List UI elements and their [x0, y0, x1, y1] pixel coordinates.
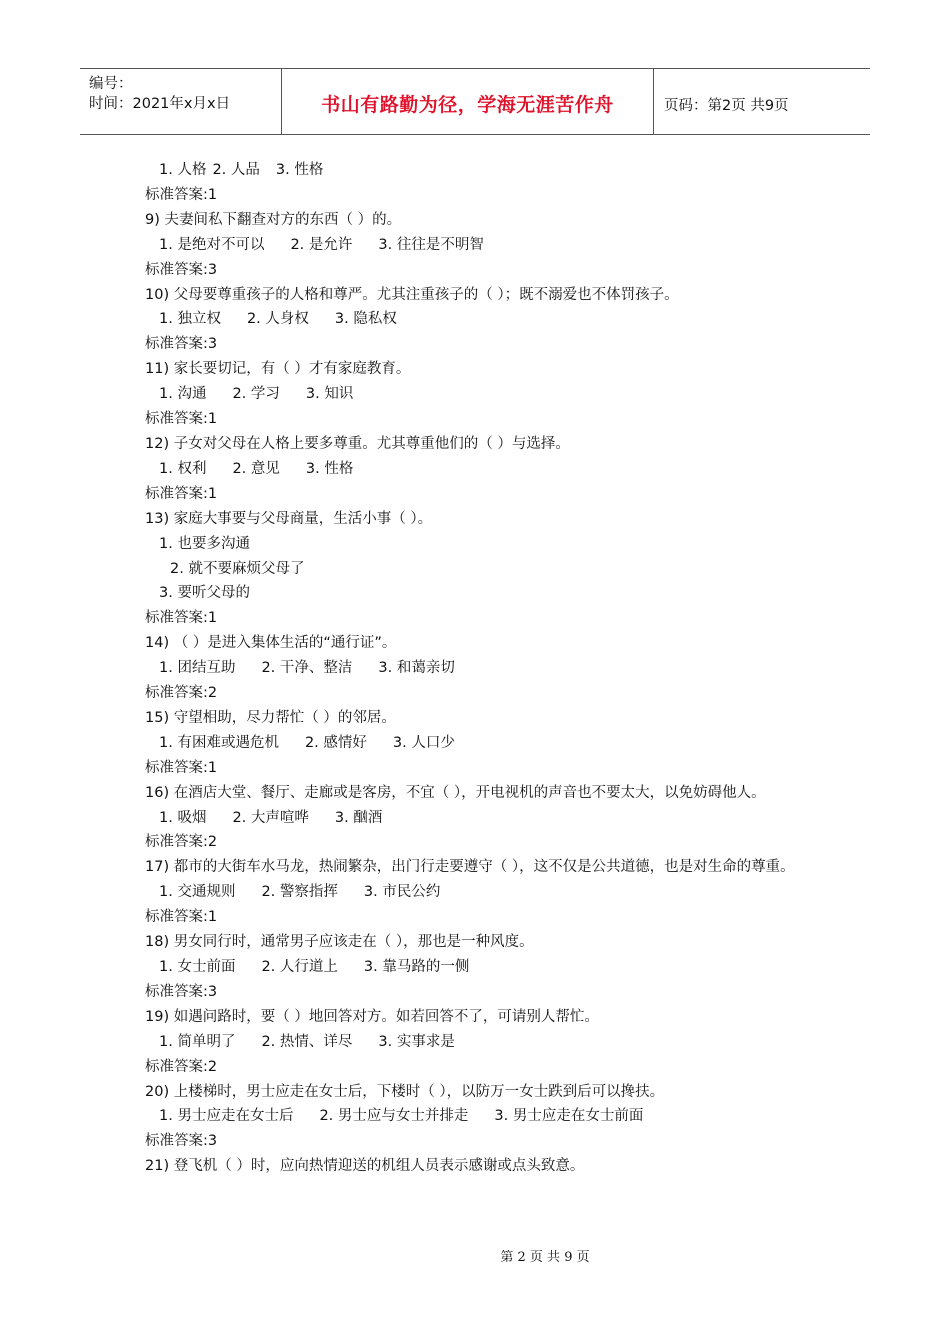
- option: 1. 人格: [159, 162, 207, 178]
- q8-options: [145, 158, 815, 183]
- option: 1. 男士应走在女士后: [159, 1108, 294, 1125]
- q9-answer: 标准答案:3: [145, 261, 218, 278]
- option: 2. 学习: [232, 386, 280, 403]
- q16-text: 16) 在酒店大堂、餐厅、走廊或是客房，不宜（ ），开电视机的声音也不要太大，以免妨碍他人。: [145, 784, 766, 801]
- q15-text: 15) 守望相助，尽力帮忙（ ）的邻居。: [145, 709, 396, 726]
- option: 1. 女士前面: [159, 959, 236, 975]
- option: 3. 和蔼亲切: [378, 660, 455, 677]
- option: 1. 独立权: [159, 311, 221, 328]
- q10-answer: 标准答案:3: [145, 336, 218, 353]
- option: 2. 人品: [212, 162, 260, 178]
- q14-answer: 标准答案:2: [145, 685, 218, 702]
- option: 3. 市民公约: [363, 884, 441, 901]
- header-motto-cell: [282, 69, 654, 134]
- number-label: 编号：: [89, 76, 133, 92]
- q17-text: 17) 都市的大街车水马龙，热闹繁杂，出门行走要遵守（ ），这不仅是公共道德，也是对生命的尊重。: [145, 859, 795, 876]
- q16-options: [145, 806, 815, 831]
- q19-options: [145, 1030, 815, 1055]
- option: 3. 人口少: [392, 734, 455, 751]
- q10-options: [145, 307, 815, 332]
- option: 2. 警察指挥: [261, 884, 338, 901]
- q8-answer: 标准答案:1: [145, 186, 218, 203]
- option: 1. 吸烟: [159, 809, 207, 826]
- motto-text: 书山有路勤为径，学海无涯苦作舟: [321, 94, 614, 116]
- option: 2. 是允许: [290, 236, 353, 253]
- header-page-cell: [654, 69, 870, 134]
- q17-answer: 标准答案:1: [145, 909, 218, 926]
- q12-options: [145, 457, 815, 482]
- option: 2. 人行道上: [261, 959, 338, 975]
- q13-option-2: 2. 就不要麻烦父母了: [170, 560, 305, 577]
- time-label: 时间：2021年x月x日: [89, 96, 231, 112]
- q10-text: 10) 父母要尊重孩子的人格和尊严。尤其注重孩子的（ ）；既不溺爱也不体罚孩子。: [145, 286, 679, 303]
- q11-options: [145, 382, 815, 407]
- q17-options: [145, 880, 815, 905]
- option: 1. 是绝对不可以: [159, 236, 265, 253]
- option: 2. 人身权: [246, 311, 309, 328]
- header-meta-cell: [80, 69, 282, 134]
- q14-text: 14) （ ）是进入集体生活的“通行证”。: [145, 635, 397, 652]
- option: 3. 酗酒: [334, 809, 383, 826]
- option: 2. 感情好: [304, 734, 367, 751]
- option: 2. 意见: [232, 460, 280, 477]
- option: 1. 团结互助: [159, 660, 236, 677]
- q13-answer: 标准答案:1: [145, 610, 218, 627]
- q15-answer: 标准答案:1: [145, 759, 218, 776]
- q13-option-3: 3. 要听父母的: [159, 585, 250, 602]
- q11-text: 11) 家长要切记，有（ ）才有家庭教育。: [145, 361, 411, 378]
- q19-text: 19) 如遇问路时，要（ ）地回答对方。如若回答不了，可请别人帮忙。: [145, 1008, 599, 1025]
- q18-text: 18) 男女同行时，通常男子应该走在（ ），那也是一种风度。: [145, 934, 534, 951]
- q12-text: 12) 子女对父母在人格上要多尊重。尤其尊重他们的（ ）与选择。: [145, 435, 570, 452]
- option: 2. 干净、整洁: [261, 660, 353, 677]
- q18-answer: 标准答案:3: [145, 983, 218, 1000]
- option: 1. 权利: [159, 460, 207, 477]
- option: 2. 热情、详尽: [261, 1033, 353, 1050]
- option: 3. 性格: [305, 460, 354, 477]
- q14-options: [145, 656, 815, 681]
- footer-page-number: 第 2 页 共 9 页: [500, 1250, 590, 1265]
- option: 2. 大声喧哗: [232, 809, 309, 826]
- q18-options: [145, 955, 815, 980]
- page-footer: [0, 1246, 950, 1265]
- q20-text: 20) 上楼梯时，男士应走在女士后，下楼时（ ），以防万一女士跌到后可以搀扶。: [145, 1083, 665, 1100]
- q13-text: 13) 家庭大事要与父母商量，生活小事（ ）。: [145, 510, 433, 527]
- q16-answer: 标准答案:2: [145, 834, 218, 851]
- q15-options: [145, 731, 815, 756]
- option: 3. 靠马路的一侧: [363, 959, 470, 975]
- option: 1. 简单明了: [159, 1033, 236, 1050]
- q20-answer: 标准答案:3: [145, 1133, 218, 1150]
- q20-options: [145, 1104, 815, 1129]
- option: 2. 男士应与女士并排走: [319, 1108, 469, 1125]
- q9-text: 9) 夫妻间私下翻查对方的东西（ ）的。: [145, 211, 402, 228]
- option: 1. 有困难或遇危机: [159, 734, 279, 751]
- option: 1. 沟通: [159, 386, 207, 403]
- option: 3. 知识: [305, 386, 354, 403]
- page-header: [80, 68, 870, 135]
- q21-text: 21) 登飞机（ ）时，应向热情迎送的机组人员表示感谢或点头致意。: [145, 1158, 585, 1175]
- q19-answer: 标准答案:2: [145, 1058, 218, 1075]
- option: 3. 性格: [275, 162, 324, 178]
- q12-answer: 标准答案:1: [145, 485, 218, 502]
- page-label: 页码：第2页 共9页: [664, 98, 789, 114]
- option: 3. 男士应走在女士前面: [494, 1108, 644, 1125]
- q9-options: [145, 233, 815, 258]
- option: 3. 实事求是: [378, 1033, 455, 1050]
- option: 3. 隐私权: [334, 311, 397, 328]
- q13-option-1: 1. 也要多沟通: [159, 535, 250, 552]
- q11-answer: 标准答案:1: [145, 411, 218, 428]
- option: 3. 往往是不明智: [378, 236, 484, 253]
- option: 1. 交通规则: [159, 884, 236, 901]
- question-list: [145, 158, 815, 1179]
